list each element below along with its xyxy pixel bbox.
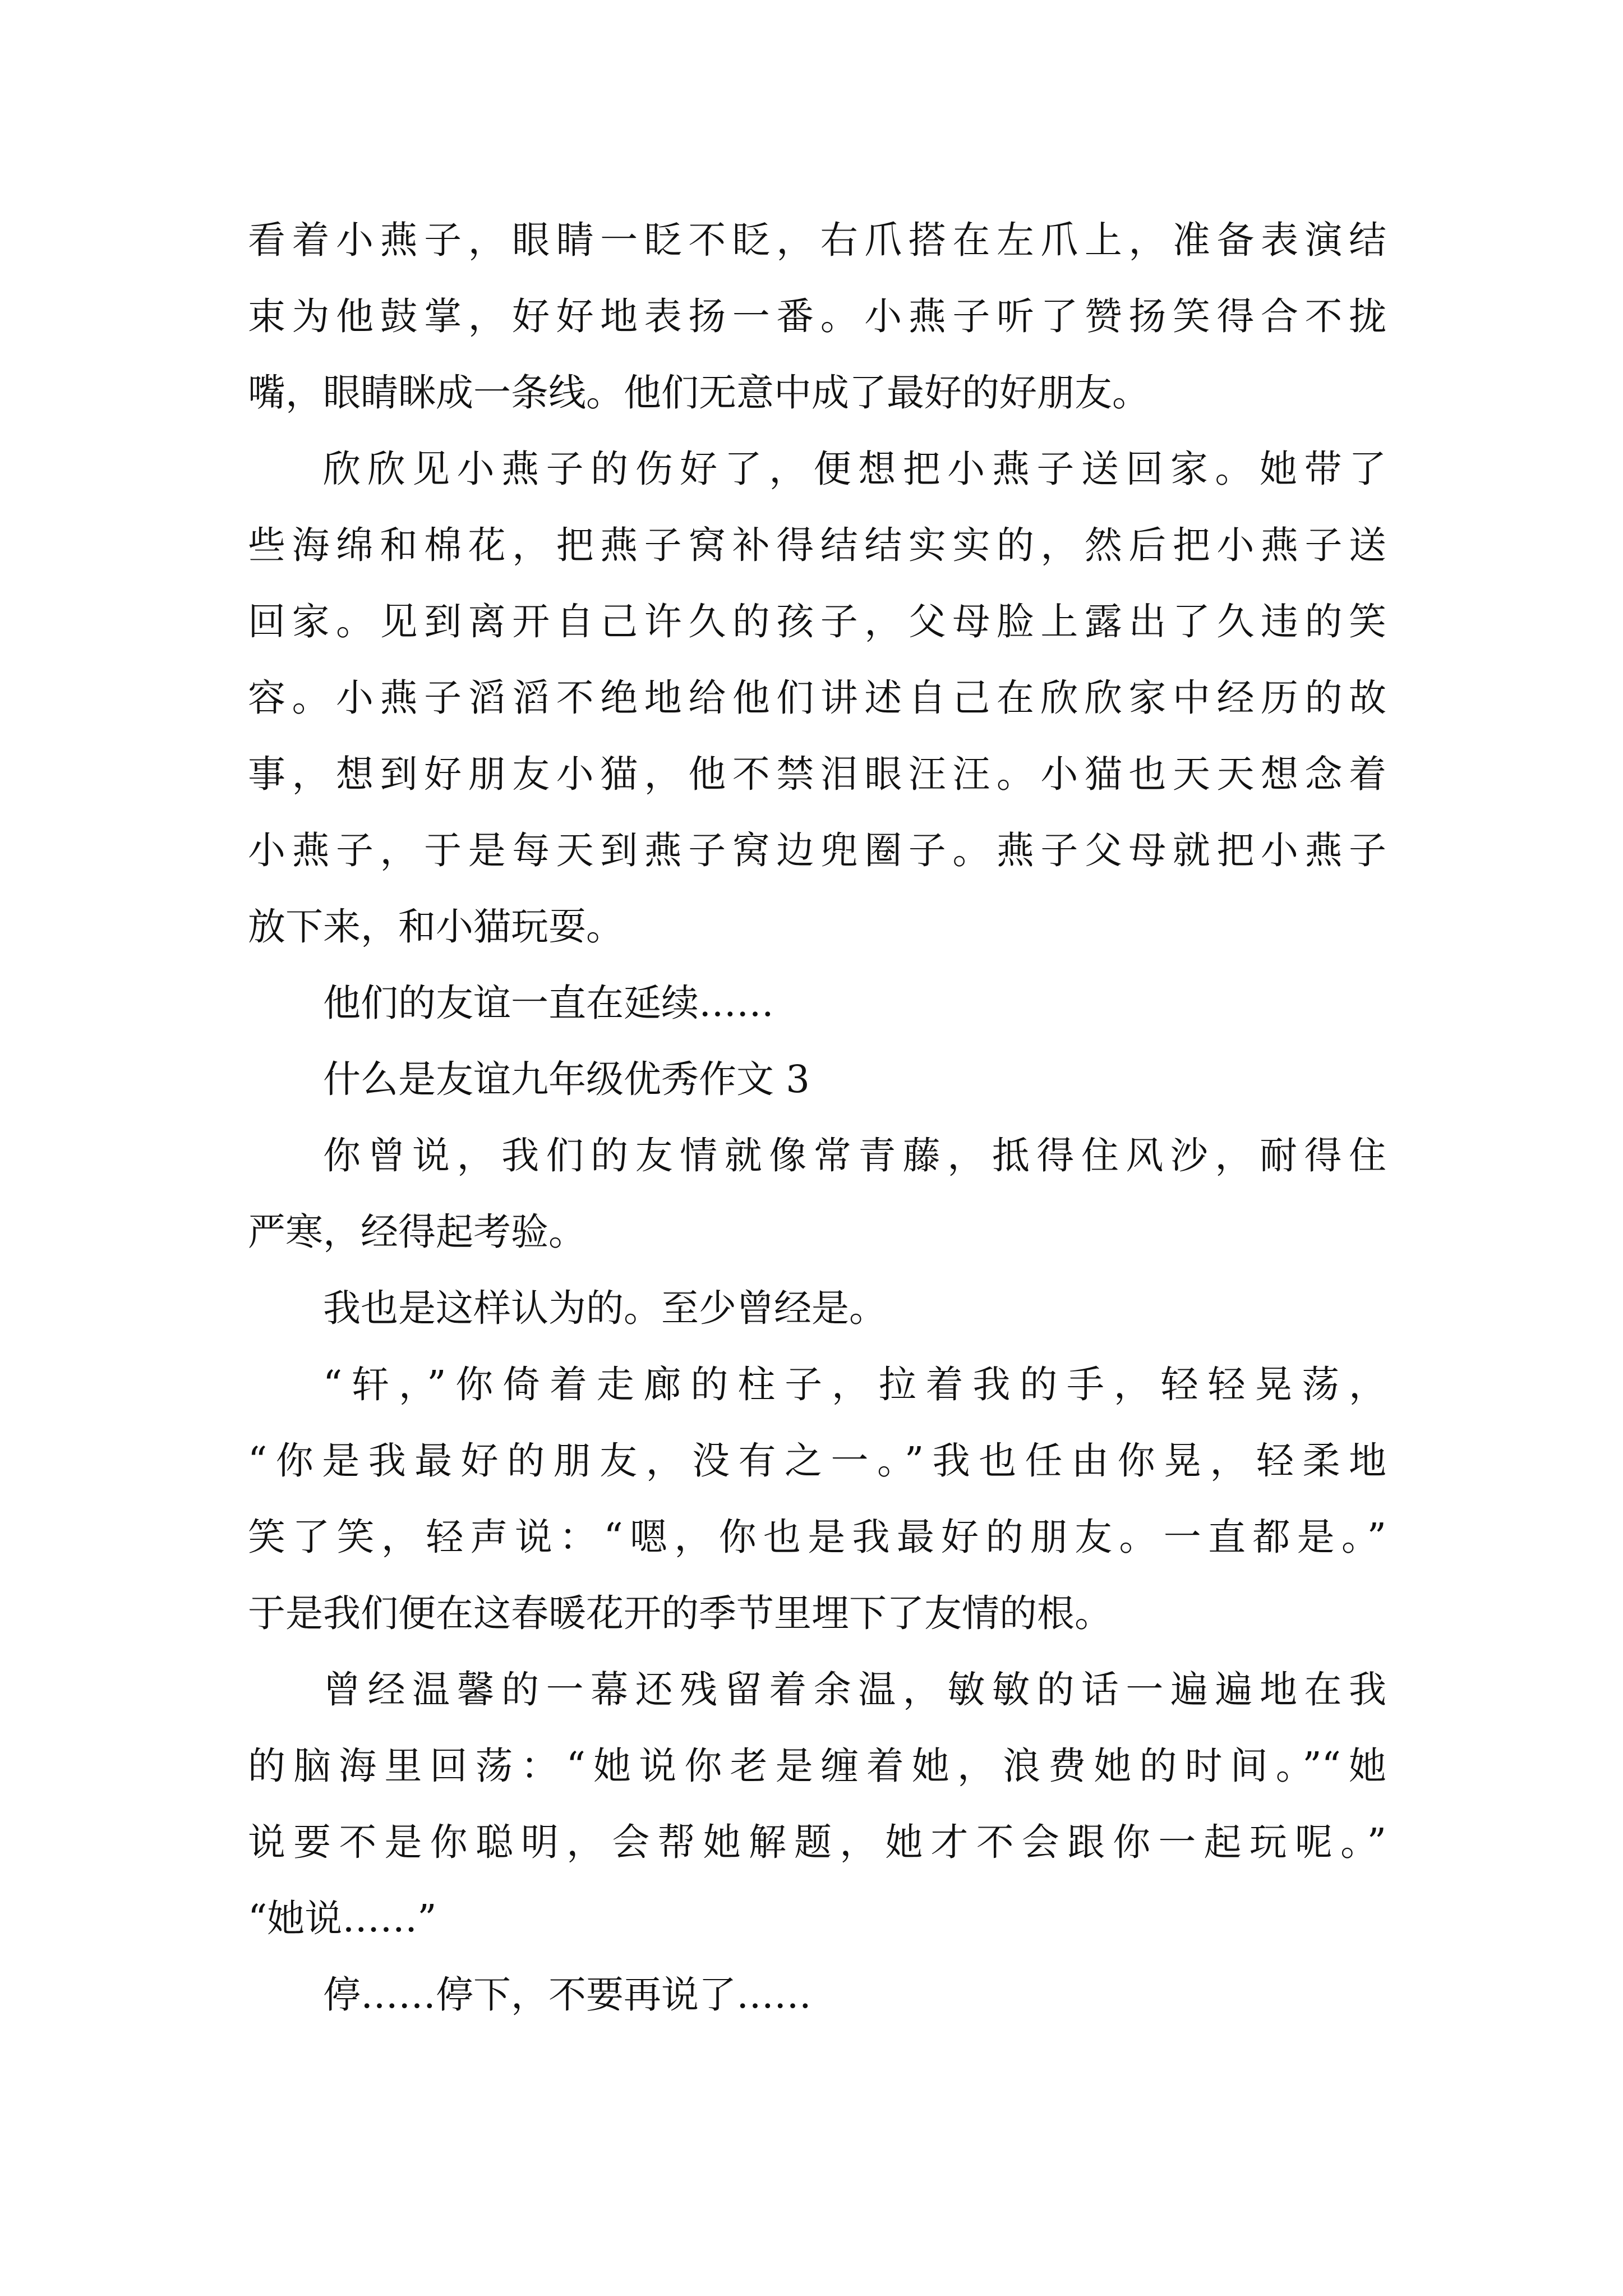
paragraph <box>248 1651 1386 1957</box>
text-line: 我也是这样认为的。至少曾经是。 <box>323 1286 887 1330</box>
text-line: 回家。见到离开自己许久的孩子，父母脸上露出了久违的笑 <box>248 600 1386 643</box>
text-line: “轩，”你倚着走廊的柱子，拉着我的手，轻轻晃荡， <box>323 1363 1386 1406</box>
text-line: 他们的友谊一直在延续…… <box>323 981 774 1025</box>
paragraph <box>248 1041 1386 1117</box>
paragraph <box>248 965 1386 1041</box>
text-line: 束为他鼓掌，好好地表扬一番。小燕子听了赞扬笑得合不拢 <box>248 295 1386 338</box>
text-line: 笑了笑，轻声说：“嗯，你也是我最好的朋友。一直都是。” <box>248 1515 1386 1559</box>
text-line: 于是我们便在这春暖花开的季节里埋下了友情的根。 <box>248 1591 1112 1635</box>
text-line: “她说……” <box>248 1897 437 1940</box>
text-line: 你曾说，我们的友情就像常青藤，抵得住风沙，耐得住 <box>323 1134 1386 1177</box>
text-line: 小燕子，于是每天到燕子窝边兜圈子。燕子父母就把小燕子 <box>248 829 1386 872</box>
text-line: 事，想到好朋友小猫，他不禁泪眼汪汪。小猫也天天想念着 <box>248 752 1386 796</box>
text-line: 放下来，和小猫玩耍。 <box>248 905 624 949</box>
text-line: 欣欣见小燕子的伤好了，便想把小燕子送回家。她带了 <box>323 447 1386 491</box>
body-text <box>248 202 1386 2033</box>
text-line: 说要不是你聪明，会帮她解题，她才不会跟你一起玩呢。” <box>248 1820 1386 1864</box>
text-line: 嘴，眼睛眯成一条线。他们无意中成了最好的好朋友。 <box>248 371 1150 415</box>
text-line: 严寒，经得起考验。 <box>248 1210 586 1254</box>
paragraph <box>248 1957 1386 2033</box>
text-line: 停……停下，不要再说了…… <box>323 1973 811 2017</box>
text-line: “你是我最好的朋友，没有之一。”我也任由你晃，轻柔地 <box>248 1439 1386 1483</box>
paragraph <box>248 202 1386 431</box>
text-line: 看着小燕子，眼睛一眨不眨，右爪搭在左爪上，准备表演结 <box>248 218 1386 262</box>
paragraph <box>248 1346 1386 1651</box>
text-line: 什么是友谊九年级优秀作文 3 <box>323 1057 810 1101</box>
text-line: 些海绵和棉花，把燕子窝补得结结实实的，然后把小燕子送 <box>248 523 1386 567</box>
text-line: 的脑海里回荡：“她说你老是缠着她，浪费她的时间。”“她 <box>248 1744 1386 1788</box>
text-line: 曾经温馨的一幕还残留着余温，敏敏的话一遍遍地在我 <box>323 1668 1386 1711</box>
paragraph <box>248 1270 1386 1346</box>
text-line: 容。小燕子滔滔不绝地给他们讲述自己在欣欣家中经历的故 <box>248 676 1386 720</box>
paragraph <box>248 1117 1386 1270</box>
paragraph <box>248 431 1386 965</box>
